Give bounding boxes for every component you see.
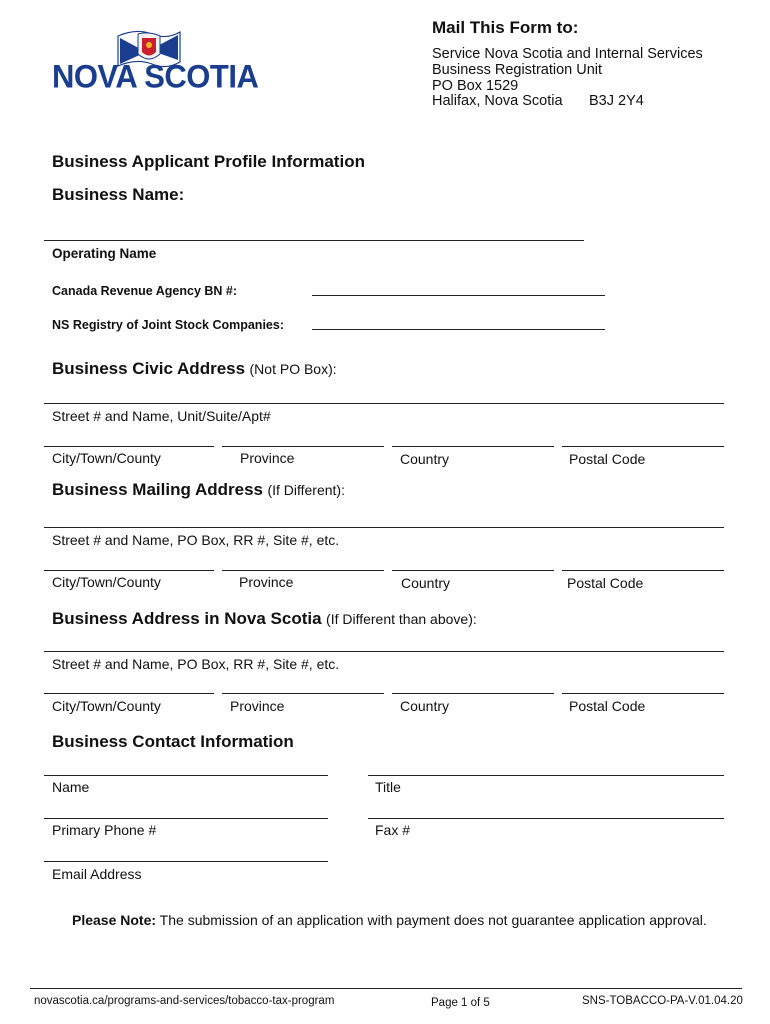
civic-postal-label: Postal Code — [569, 451, 646, 467]
ns-postal-label: Postal Code — [569, 698, 646, 714]
ns-street-field[interactable] — [44, 651, 724, 652]
cra-label: Canada Revenue Agency BN #: — [52, 284, 238, 298]
mailing-city-field[interactable] — [44, 570, 214, 571]
mailing-province-label: Province — [239, 574, 294, 590]
mailing-heading: Business Mailing Address — [52, 480, 263, 499]
footer-form-code: SNS-TOBACCO-PA-V.01.04.20 — [582, 995, 743, 1007]
business-name-field[interactable] — [44, 240, 584, 241]
ns-province-label: Province — [230, 698, 285, 714]
address-postal: B3J 2Y4 — [589, 93, 644, 109]
mailing-street-field[interactable] — [44, 527, 724, 528]
notice-prefix: Please Note: — [72, 912, 157, 928]
mailing-province-field[interactable] — [222, 570, 384, 571]
civic-province-label: Province — [240, 450, 295, 466]
contact-name-label: Name — [52, 779, 90, 795]
address-line-1: Service Nova Scotia and Internal Services — [432, 46, 703, 62]
mailing-note: (If Different): — [267, 482, 345, 498]
nova-scotia-logo — [50, 22, 265, 97]
contact-fax-label: Fax # — [375, 822, 411, 838]
mailing-postal-field[interactable] — [562, 570, 724, 571]
footer-divider — [30, 988, 742, 989]
business-name-label: Business Name: — [52, 185, 185, 204]
civic-heading-row — [52, 359, 337, 379]
footer-url[interactable]: novascotia.ca/programs-and-services/tobacco-tax-program — [34, 995, 335, 1007]
mailing-city-label: City/Town/County — [52, 574, 161, 590]
notice-text: The submission of an application with payment does not guarantee application approval. — [156, 912, 707, 928]
ns-city-label: City/Town/County — [52, 698, 161, 714]
mailing-postal-label: Postal Code — [567, 575, 644, 591]
contact-email-field[interactable] — [44, 861, 328, 862]
civic-province-field[interactable] — [222, 446, 384, 447]
ns-address-heading: Business Address in Nova Scotia — [52, 609, 322, 628]
civic-city-field[interactable] — [44, 446, 214, 447]
civic-country-label: Country — [400, 451, 450, 467]
ns-address-note: (If Different than above): — [326, 611, 477, 627]
address-city: Halifax, Nova Scotia — [432, 93, 563, 109]
civic-postal-field[interactable] — [562, 446, 724, 447]
cra-bn-field[interactable] — [312, 295, 605, 296]
civic-country-field[interactable] — [392, 446, 554, 447]
contact-phone-field[interactable] — [44, 818, 328, 819]
address-line-2: Business Registration Unit — [432, 62, 603, 78]
contact-phone-label: Primary Phone # — [52, 822, 157, 838]
profile-heading: Business Applicant Profile Information — [52, 152, 365, 171]
ns-province-field[interactable] — [222, 693, 384, 694]
ns-city-field[interactable] — [44, 693, 214, 694]
ns-registry-label: NS Registry of Joint Stock Companies: — [52, 318, 284, 332]
contact-fax-field[interactable] — [368, 818, 724, 819]
ns-address-heading-row — [52, 609, 477, 629]
mailing-country-label: Country — [401, 575, 451, 591]
mailing-heading-row — [52, 480, 345, 500]
contact-title-field[interactable] — [368, 775, 724, 776]
ns-postal-field[interactable] — [562, 693, 724, 694]
civic-note: (Not PO Box): — [249, 361, 337, 377]
contact-title-label: Title — [375, 779, 401, 795]
civic-heading: Business Civic Address — [52, 359, 246, 378]
contact-email-label: Email Address — [52, 866, 142, 882]
mailing-street-label: Street # and Name, PO Box, RR #, Site #, etc. — [52, 532, 340, 548]
contact-name-field[interactable] — [44, 775, 328, 776]
approval-notice — [72, 912, 707, 928]
ns-registry-field[interactable] — [312, 329, 605, 330]
address-line-3: PO Box 1529 — [432, 78, 519, 94]
mail-form-title: Mail This Form to: — [432, 18, 579, 37]
footer-page-number: Page 1 of 5 — [431, 997, 490, 1009]
operating-name-label: Operating Name — [52, 246, 157, 261]
contact-heading: Business Contact Information — [52, 732, 294, 751]
ns-country-label: Country — [400, 698, 450, 714]
ns-street-label: Street # and Name, PO Box, RR #, Site #, etc. — [52, 656, 340, 672]
ns-country-field[interactable] — [392, 693, 554, 694]
logo-wordmark: NOVA SCOTIA — [52, 58, 259, 95]
mailing-country-field[interactable] — [392, 570, 554, 571]
civic-street-label: Street # and Name, Unit/Suite/Apt# — [52, 408, 271, 424]
civic-city-label: City/Town/County — [52, 450, 161, 466]
civic-street-field[interactable] — [44, 403, 724, 404]
